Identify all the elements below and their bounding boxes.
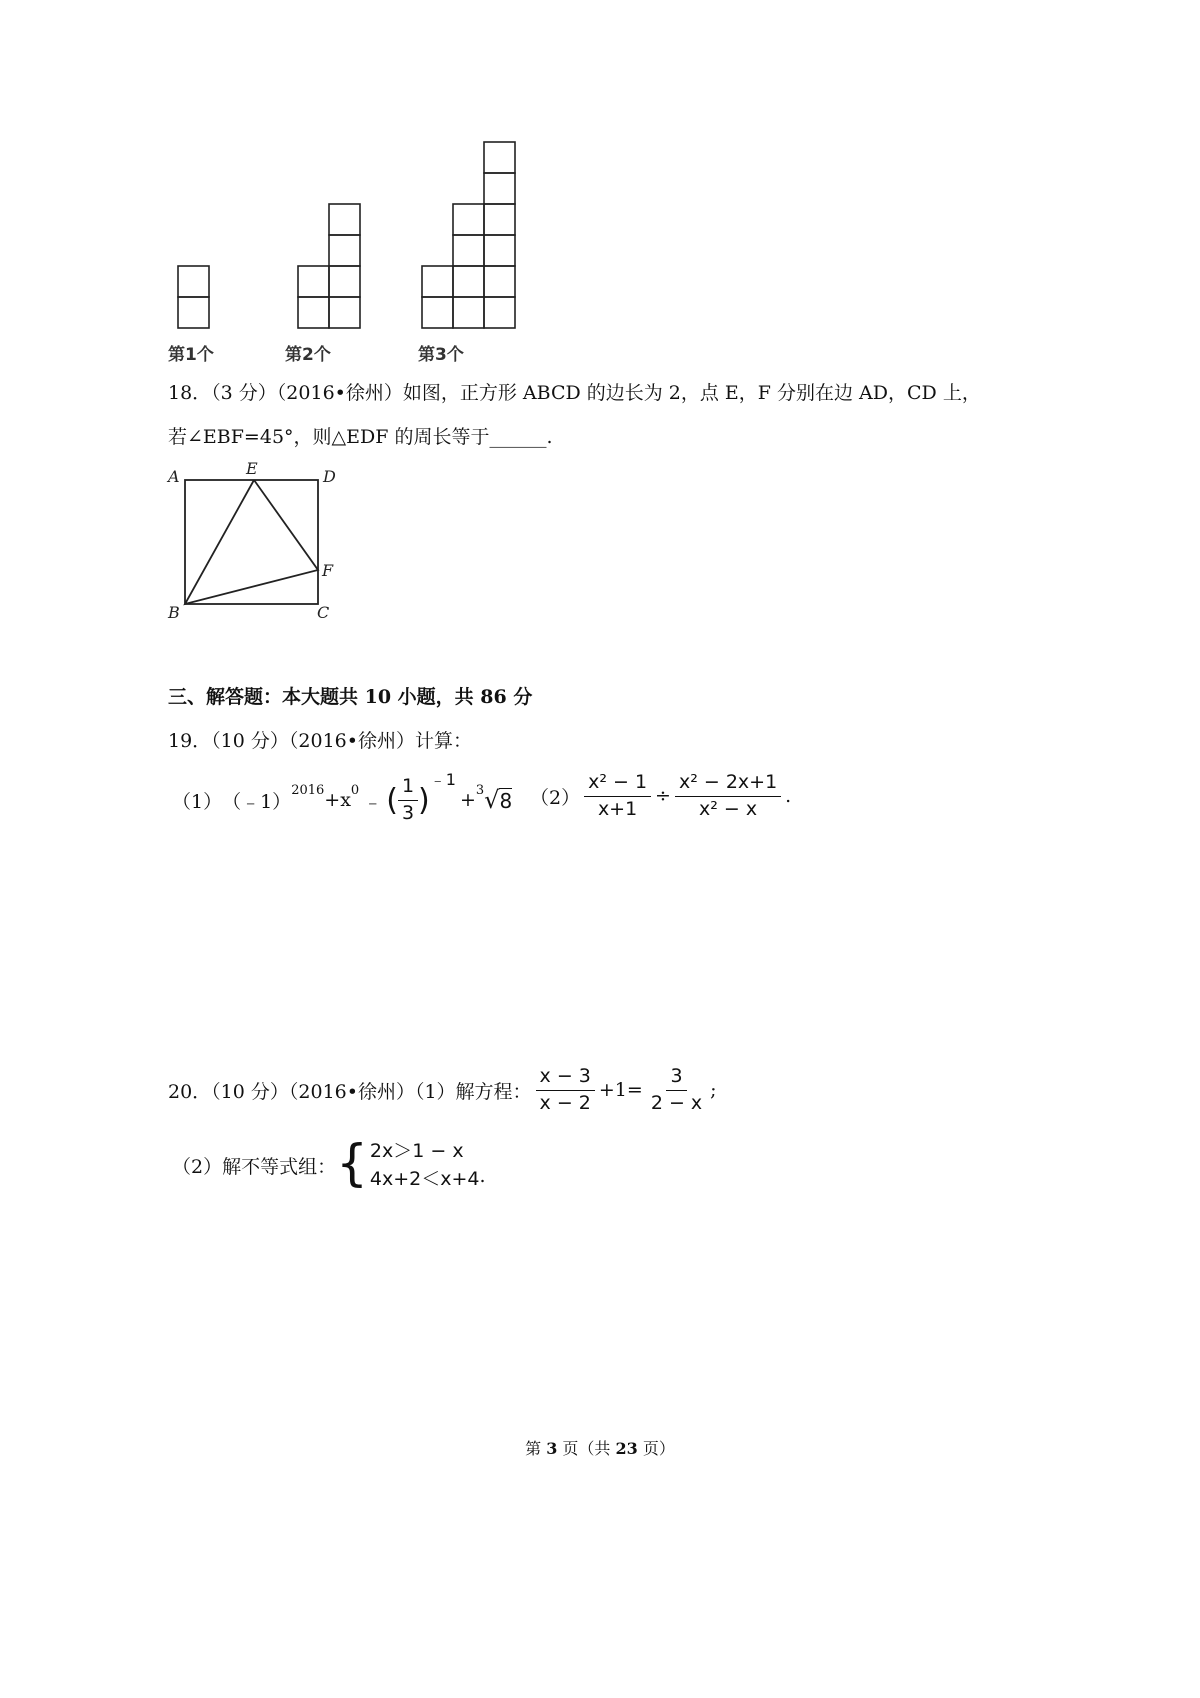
part-1-fraction xyxy=(398,776,418,825)
part-1-fraction-exponent: ﹣1 xyxy=(429,769,456,789)
pattern-1 xyxy=(178,266,209,328)
part-2-fraction-2-denominator: x² − x xyxy=(699,797,758,820)
page-footer xyxy=(0,1436,1200,1459)
q20-fraction-1 xyxy=(536,1066,595,1115)
part-1-paren-close: ) xyxy=(418,782,430,818)
part-2-label: （2） xyxy=(530,786,581,809)
label-d: D xyxy=(323,467,336,486)
part-1-base: （﹣1） xyxy=(222,790,292,813)
caption-1: 第1个 xyxy=(168,345,214,365)
q20-fraction-2 xyxy=(647,1066,706,1115)
caption-2: 第2个 xyxy=(285,345,331,365)
part-1-root-index: 3 xyxy=(475,782,485,798)
caption-3: 第3个 xyxy=(418,345,464,365)
triangle-ebf xyxy=(185,480,318,604)
question-20-part-2 xyxy=(172,1133,486,1193)
q20-fraction-1-numerator: x − 3 xyxy=(536,1066,595,1091)
question-18-line-1: 18．（3 分）（2016•徐州）如图，正方形 ABCD 的边长为 2，点 E，F 分别在边 AD，CD 上， xyxy=(168,382,981,404)
part-2-end: . xyxy=(785,785,792,808)
square-pattern-figure xyxy=(170,140,520,340)
q20-fraction-1-denominator: x − 2 xyxy=(539,1091,591,1114)
part-1-minus: ﹣ xyxy=(363,790,383,813)
q20-end: ; xyxy=(710,1079,717,1102)
question-20-part-1 xyxy=(168,1066,717,1115)
q20-part-2-label: （2）解不等式组： xyxy=(172,1156,337,1179)
part-1-x-exponent: 0 xyxy=(350,782,360,798)
footer-suffix: 页） xyxy=(637,1439,675,1458)
part-2-fraction-2-numerator: x² − 2x+1 xyxy=(675,772,781,797)
label-e: E xyxy=(246,459,258,478)
part-1-root-argument: 8 xyxy=(499,788,513,813)
part-2-divide: ÷ xyxy=(655,785,671,808)
part-1-base-exponent: 2016 xyxy=(291,782,325,798)
section-title: 三、解答题：本大题共 10 小题，共 86 分 xyxy=(168,686,533,708)
inequality-1: 2x＞1 − x xyxy=(369,1140,464,1162)
pattern-3 xyxy=(422,142,515,328)
part-1-plus: + xyxy=(459,789,476,812)
q20-mid: +1= xyxy=(598,1079,643,1102)
part-1-paren-open: ( xyxy=(386,782,398,818)
part-2-fraction-1-numerator: x² − 1 xyxy=(584,772,651,797)
q20-fraction-2-numerator: 3 xyxy=(666,1066,686,1091)
label-c: C xyxy=(317,603,330,622)
part-1-fraction-denominator: 3 xyxy=(401,801,415,824)
question-19-part-1 xyxy=(172,769,513,825)
q20-fraction-2-denominator: 2 − x xyxy=(650,1091,703,1114)
footer-page-number: 3 xyxy=(546,1439,558,1458)
part-2-fraction-2 xyxy=(675,772,781,821)
part-1-plus-x: +x xyxy=(324,789,351,812)
part-2-fraction-1 xyxy=(584,772,651,821)
footer-prefix: 第 xyxy=(525,1439,547,1458)
footer-total-pages: 23 xyxy=(615,1439,638,1458)
question-20-header: 20．（10 分）（2016•徐州）（1）解方程： xyxy=(168,1080,532,1103)
part-2-fraction-1-denominator: x+1 xyxy=(597,797,638,820)
label-b: B xyxy=(168,603,180,622)
label-a: A xyxy=(168,467,180,486)
question-19-part-2 xyxy=(530,772,791,821)
label-f: F xyxy=(322,561,334,580)
square-abcd-figure xyxy=(160,458,350,628)
part-1-fraction-numerator: 1 xyxy=(398,776,418,801)
footer-mid: 页（共 xyxy=(557,1439,616,1458)
q20-part-2-end: . xyxy=(479,1165,486,1188)
cube-root-icon: √ xyxy=(484,786,500,815)
inequality-2: 4x+2＜x+4 xyxy=(369,1167,480,1190)
part-1-label: （1） xyxy=(172,790,223,813)
inequality-system xyxy=(370,1138,480,1193)
question-18-line-2: 若∠EBF=45°，则△EDF 的周长等于______. xyxy=(168,426,553,448)
question-19-header: 19．（10 分）（2016•徐州）计算： xyxy=(168,730,472,752)
pattern-2 xyxy=(298,204,360,328)
brace-icon: { xyxy=(336,1133,368,1192)
